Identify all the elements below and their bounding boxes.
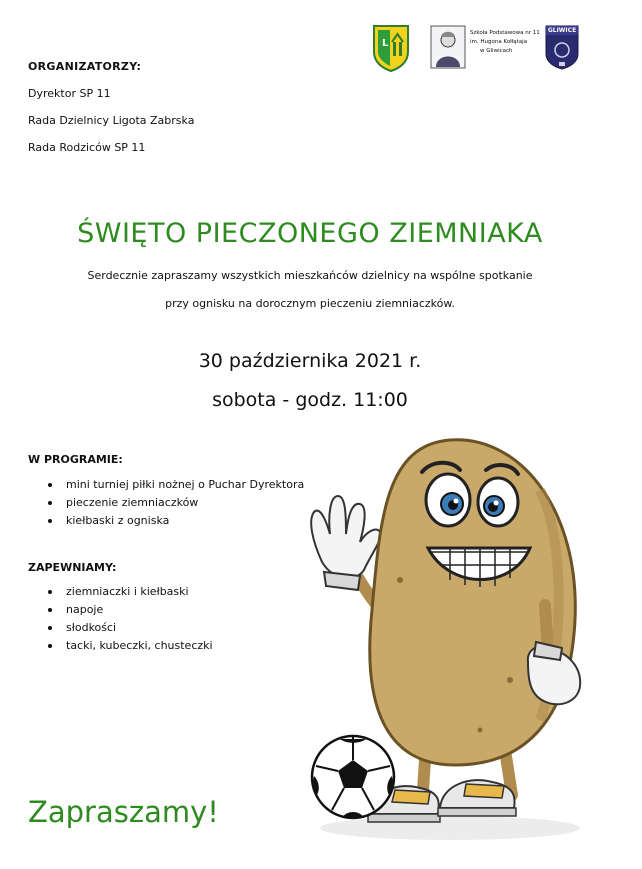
program-heading: W PROGRAMIE: xyxy=(28,453,123,466)
program-list xyxy=(48,476,304,530)
intro-line: Serdecznie zapraszamy wszystkich mieszkańców dzielnicy na wspólne spotkanie xyxy=(87,269,533,282)
waving-glove-icon xyxy=(311,496,381,590)
list-item: kiełbaski z ogniska xyxy=(48,512,304,530)
page-title: ŚWIĘTO PIECZONEGO ZIEMNIAKA xyxy=(77,218,543,249)
list-item: tacki, kubeczki, chusteczki xyxy=(48,637,213,655)
school-logo xyxy=(430,24,540,70)
gliwice-logo xyxy=(544,24,580,70)
list-item: pieczenie ziemniaczków xyxy=(48,494,304,512)
school-name-line3: w Gliwicach xyxy=(480,48,513,54)
intro-line: przy ognisku na dorocznym pieczeniu ziemniaczków. xyxy=(165,297,455,310)
organizer-item: Dyrektor SP 11 xyxy=(28,87,111,100)
portrait-icon xyxy=(430,25,466,69)
organizer-item: Rada Rodziców SP 11 xyxy=(28,141,146,154)
closing-invitation: Zapraszamy! xyxy=(28,795,219,829)
list-item: napoje xyxy=(48,601,213,619)
list-item: ziemniaczki i kiełbaski xyxy=(48,583,213,601)
svg-text:L: L xyxy=(382,38,389,49)
gliwice-label: GLIWICE xyxy=(547,27,577,34)
event-time: sobota - godz. 11:00 xyxy=(212,389,408,411)
list-item: mini turniej piłki nożnej o Puchar Dyrektora xyxy=(48,476,304,494)
school-name-line1: Szkoła Podstawowa nr 11 xyxy=(470,30,540,36)
organizer-item: Rada Dzielnicy Ligota Zabrska xyxy=(28,114,195,127)
organizers-heading: ORGANIZATORZY: xyxy=(28,60,142,73)
soccer-ball-icon xyxy=(310,734,396,820)
provide-list xyxy=(48,583,213,655)
event-date: 30 października 2021 r. xyxy=(198,350,422,372)
list-item: słodkości xyxy=(48,619,213,637)
ligota-club-logo xyxy=(372,24,410,72)
school-name-line2: im. Hugona Kołłątaja xyxy=(470,39,528,45)
provide-heading: ZAPEWNIAMY: xyxy=(28,561,117,574)
